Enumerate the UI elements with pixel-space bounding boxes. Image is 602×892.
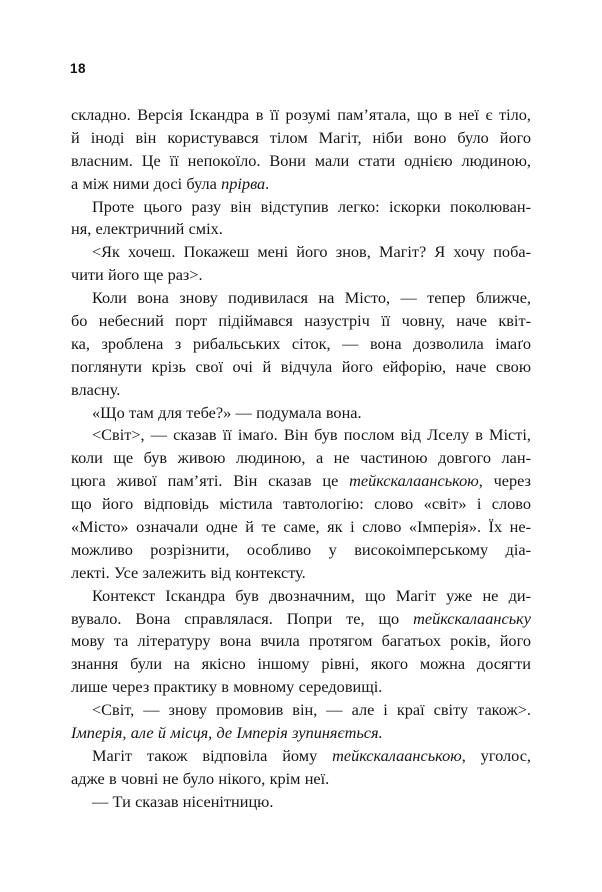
text-line — [71, 173, 531, 196]
text-segment: коли ще був живою людиною, а не частиною довгого лан- — [71, 448, 531, 468]
text-segment: й іноді він користувався тілом Магіт, ніби воно було його — [71, 127, 531, 147]
text-line — [71, 402, 531, 425]
text-line — [71, 447, 531, 470]
text-segment: — Ти сказав нісенітницю. — [92, 791, 274, 811]
text-line — [71, 676, 531, 699]
text-line — [71, 516, 531, 539]
text-line — [71, 264, 531, 287]
text-line — [71, 585, 531, 608]
text-line — [71, 333, 531, 356]
text-segment: власну. — [71, 379, 121, 399]
italic-text-segment: тейкскалаанською — [332, 745, 462, 765]
italic-text-segment: Імперія, але й місця, де Імперія зупиняється. — [71, 723, 383, 743]
text-segment: знання були на якісно іншому рівні, якого можна досягти — [71, 654, 531, 674]
text-line — [71, 791, 531, 814]
text-line — [71, 470, 531, 493]
text-line — [71, 104, 531, 127]
italic-text-segment: прірва — [221, 173, 266, 193]
text-segment: адже в човні не було нікого, крім неї. — [71, 768, 330, 788]
text-line — [71, 539, 531, 562]
text-segment: Контекст Іскандра був двозначним, що Магіт уже не ди- — [92, 585, 531, 605]
text-line — [71, 241, 531, 264]
italic-text-segment: тейкскалаанську — [413, 608, 531, 628]
text-line — [71, 493, 531, 516]
text-line — [71, 196, 531, 219]
text-segment: «Що там для тебе?» — подумала вона. — [92, 402, 362, 422]
text-line — [71, 379, 531, 402]
text-segment: , через — [478, 471, 531, 491]
text-line — [71, 745, 531, 768]
text-segment: лекті. Усе залежить від контексту. — [71, 562, 306, 582]
text-line — [71, 150, 531, 173]
text-segment: чити його ще раз>. — [71, 265, 203, 285]
text-line — [71, 562, 531, 585]
page-number: 18 — [70, 61, 87, 76]
text-segment: Магіт також відповіла йому — [92, 745, 333, 765]
text-segment: лише через практику в мовному середовищі. — [71, 677, 383, 697]
text-segment: <Світ>, — сказав її імаґо. Він був послом від Лселу в Місті, — [92, 425, 531, 445]
text-segment: <Як хочеш. Покажеш мені його знов, Магіт? Я хочу поба- — [92, 242, 531, 262]
text-segment: «Місто» означали одне й те саме, як і слово «Імперія». Їх не- — [71, 517, 531, 537]
text-segment: . — [265, 173, 270, 193]
text-segment: вувало. Вона справлялася. Попри те, що — [71, 608, 414, 628]
text-line — [71, 653, 531, 676]
text-segment: що його відповідь містила тавтологію: слово «світ» і слово — [71, 494, 531, 514]
text-line — [71, 127, 531, 150]
text-line — [71, 630, 531, 653]
text-segment: Коли вона знову подивилася на Місто, — тепер ближче, — [92, 288, 531, 308]
text-segment: а між ними досі була — [71, 173, 222, 193]
text-line — [71, 218, 531, 241]
text-line — [71, 310, 531, 333]
text-segment: поглянути крізь свої очі й відчула його ейфорію, наче свою — [71, 356, 531, 376]
text-line — [71, 608, 531, 631]
text-line — [71, 356, 531, 379]
text-line — [71, 722, 531, 745]
text-segment: цюга живої пам’яті. Він сказав це — [71, 471, 350, 491]
text-line — [71, 424, 531, 447]
text-segment: складно. Версія Іскандра в її розумі пам’ятала, що в неї є тіло, — [71, 105, 531, 124]
text-segment: ня, електричний сміх. — [71, 219, 223, 239]
text-segment: ка, зроблена з рибальських сіток, — вона дозволила імаґо — [71, 333, 531, 353]
italic-text-segment: тейкскалаанською — [349, 471, 479, 491]
text-line — [71, 287, 531, 310]
text-segment: можливо розрізнити, особливо у високоімперському діа- — [71, 539, 531, 559]
text-line — [71, 768, 531, 791]
text-segment: власним. Це її непокоїло. Вони мали стати однією людиною, — [71, 150, 531, 170]
body-text — [71, 104, 531, 814]
text-segment: мову та літературу вона вчила протягом багатьох років, його — [71, 631, 531, 651]
text-segment: <Світ, — знову промовив він, — але і краї світу також>. — [92, 700, 531, 720]
text-segment: Проте цього разу він відступив легко: іскорки поколюван- — [92, 196, 531, 216]
text-segment: , уголос, — [461, 745, 531, 765]
text-segment: бо небесний порт підіймався назустріч її човну, наче квіт- — [71, 311, 531, 331]
text-line — [71, 699, 531, 722]
